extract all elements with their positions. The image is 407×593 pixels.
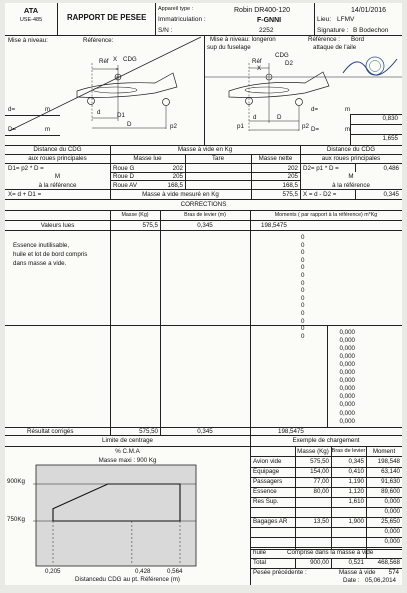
- moment-right-zero-value: 0,000: [339, 345, 355, 353]
- cdg-right-ref: à la référence: [332, 182, 370, 189]
- loading-label-cell: Avion vide: [253, 458, 282, 465]
- right-leveling-title-2: sup du fuselage: [207, 44, 251, 51]
- left-reference-title: Référence:: [83, 37, 114, 44]
- left-big-d-label: D: [127, 121, 132, 128]
- cdg-right-subtitle: aux roues principales: [321, 155, 381, 162]
- place-value: LFMV: [337, 16, 355, 23]
- measured-mass-label: Masse à vide mesuré en Kg: [142, 191, 219, 198]
- cdg-right-formula-value: 0,486: [383, 165, 399, 172]
- previous-mass-value: 574: [388, 569, 399, 576]
- serial-label: S/N :: [158, 27, 173, 34]
- moment-zero-value: 0: [301, 325, 305, 333]
- empty-mass-title: Masse à vide en Kg: [177, 146, 233, 153]
- values-read-moment: 198,5475: [261, 222, 287, 229]
- loading-arm-cell: 0,345: [348, 458, 364, 465]
- right-big-d-unit: m: [345, 126, 351, 133]
- loading-moment-cell: 89,600: [381, 488, 400, 495]
- correction-note-1: Essence inutilisable,: [13, 242, 70, 249]
- right-ref-label: Réf: [252, 58, 262, 65]
- loading-label-cell: Equipage: [253, 468, 280, 475]
- cdg-left-title: Distance du CDG: [33, 146, 82, 153]
- cdg-left-ref: à la référence: [38, 182, 77, 189]
- limits-x-caption: Distancedu CDG au pt. Référence (m): [75, 576, 180, 583]
- loading-total-arm: 0,521: [348, 559, 364, 566]
- loading-arm-cell: 0,410: [348, 468, 364, 475]
- org-code: USE-485: [19, 17, 43, 23]
- correction-note-3: dans masse a vide.: [13, 260, 67, 267]
- cdg-right-x-value: 0,345: [383, 191, 399, 198]
- right-reference-value-2: attaque de l'aile: [313, 44, 357, 51]
- left-big-d-unit: m: [45, 126, 51, 133]
- loading-oil-note: Comprise dans la masse à vide: [287, 549, 374, 556]
- previous-date-label: Date :: [343, 577, 360, 584]
- moment-zero-value: 0: [301, 332, 305, 340]
- moment-right-zero-value: 0,000: [339, 393, 355, 401]
- left-d1-label: D1: [117, 112, 125, 119]
- loading-mass-cell: 575,50: [310, 458, 329, 465]
- loading-label-cell: Passagers: [253, 478, 283, 485]
- report-date: 14/01/2016: [351, 7, 387, 14]
- moment-right-zero-value: 0,000: [339, 353, 355, 361]
- cdg-left-formula: D1= p2 * D =: [8, 165, 44, 172]
- corr-col-arm: Bras de levier (m): [184, 212, 226, 218]
- cdg-left-subtitle: aux roues principales: [28, 155, 87, 162]
- left-p2-label: p2: [170, 123, 177, 130]
- moment-right-zero-value: 0,000: [339, 401, 355, 409]
- moment-right-zero-value: 0,000: [339, 369, 355, 377]
- loading-arm-cell: 1,900: [348, 518, 364, 525]
- moment-zero-value: 0: [301, 264, 305, 272]
- right-reference-title: Référence :: [308, 36, 340, 43]
- moment-right-zero-value: 0,000: [339, 329, 355, 336]
- measured-mass-value: 575,5: [282, 191, 298, 198]
- loading-moment-cell: 0,000: [384, 508, 400, 515]
- col-net-mass: Masse nette: [258, 155, 293, 162]
- values-read-mass: 575,5: [142, 222, 158, 229]
- loading-moment-cell: 0,000: [384, 498, 400, 505]
- corrected-result-moment: 198,5475: [278, 428, 304, 435]
- moment-zero-value: 0: [301, 249, 305, 257]
- limits-max-mass: Masse maxi : 900 Kg: [98, 457, 157, 464]
- org-name: ATA: [23, 6, 39, 15]
- limits-x-tick-3: 0,564: [167, 568, 183, 575]
- wheel-front-label: Roue AV: [113, 182, 137, 189]
- wheel-left-net: 202: [287, 165, 298, 172]
- loading-col-mass: Masse (Kg): [297, 448, 329, 455]
- moment-right-zero-value: 0,000: [339, 417, 355, 425]
- loading-label-cell: Res Sup.: [253, 498, 279, 505]
- wheel-left-read: 202: [172, 165, 183, 172]
- limits-title: Limite de centrage: [102, 437, 153, 444]
- wheel-right-label: Roue D: [113, 173, 134, 180]
- wheel-front-net: 168,5: [282, 182, 298, 189]
- loading-col-moment: Moment: [372, 448, 396, 455]
- moment-zero-value: 0: [301, 279, 305, 287]
- left-small-d-label: d: [97, 109, 101, 116]
- weighing-report-sheet: [5, 3, 402, 585]
- correction-note-2: huile et lot de bord compris: [13, 251, 88, 258]
- left-leveling-title: Mise à niveau:: [8, 37, 48, 44]
- right-x-label: X: [257, 65, 262, 72]
- corrected-result-label: Résultat corrigés: [27, 428, 74, 435]
- right-d2-label: D2: [285, 60, 293, 67]
- loading-total-moment: 468,568: [377, 559, 400, 566]
- moment-zero-value: 0: [301, 234, 305, 241]
- right-p1-label: p1: [237, 123, 244, 130]
- right-leveling-title: Mise à niveau: longeron: [210, 36, 276, 43]
- left-cdg-label: CDG: [123, 56, 137, 63]
- left-d-eq: d=: [8, 106, 16, 113]
- aircraft-type-value: Robin DR400-120: [234, 7, 291, 14]
- loading-moment-cell: 0,000: [384, 538, 400, 545]
- right-small-d-label: d: [253, 114, 257, 121]
- loading-label-cell: Bagages AR: [253, 518, 288, 525]
- loading-moment-cell: 63,140: [381, 468, 400, 475]
- right-big-d-label: D: [277, 114, 282, 121]
- cdg-left-m: M: [54, 173, 61, 180]
- wheel-front-read: 168,5: [167, 182, 183, 189]
- moment-zero-value: 0: [301, 256, 305, 264]
- moment-zero-value: 0: [301, 302, 305, 310]
- loading-total-label: Total: [253, 559, 267, 566]
- previous-date-value: 05,06,2014: [365, 577, 396, 584]
- moment-right-zero-value: 0,000: [339, 337, 355, 345]
- corr-col-moment: Moments ( par rapport à la référence) m*Kg: [274, 212, 378, 218]
- corr-col-mass: Masse (Kg): [121, 212, 149, 218]
- left-x-label: X: [113, 56, 118, 63]
- serial-value: 2252: [259, 27, 274, 34]
- registration-value: F-GNNI: [257, 17, 282, 24]
- moment-zero-value: 0: [301, 272, 305, 279]
- moment-right-zero-value: 0,000: [339, 377, 355, 385]
- right-d-value: 0,830: [382, 115, 398, 122]
- loading-mass-cell: 13,50: [313, 518, 329, 525]
- moment-right-zero-value: 0,000: [339, 361, 355, 369]
- moment-zero-value: 0: [301, 287, 305, 295]
- loading-moment-cell: 198,548: [377, 458, 400, 465]
- wheel-left-label: Roue G: [113, 165, 135, 172]
- moment-zero-value: 0: [301, 294, 305, 302]
- cdg-right-m: M: [348, 173, 354, 180]
- cdg-left-x: X= d + D1 =: [8, 191, 42, 198]
- right-cdg-label: CDG: [275, 52, 289, 59]
- right-d-unit: m: [345, 106, 351, 113]
- signature-label: Signature :: [317, 27, 349, 34]
- moment-zero-value: 0: [301, 317, 305, 325]
- col-tare: Tare: [211, 155, 225, 162]
- moment-zero-value: 0: [301, 241, 305, 249]
- wheel-right-read: 205: [172, 173, 183, 180]
- values-read-label: Valeurs lues: [40, 222, 75, 229]
- cdg-right-x: X = d - D2 =: [303, 191, 337, 198]
- right-big-d-eq: D=: [311, 126, 320, 133]
- loading-mass-cell: 80,00: [313, 488, 329, 495]
- moment-right-zero-value: 0,000: [339, 409, 355, 417]
- limits-y-bottom: 750Kg: [7, 516, 25, 523]
- cdg-right-title: Distance du CDG: [326, 146, 376, 153]
- place-label: Lieu:: [317, 16, 332, 23]
- limits-x-tick-2: 0,428: [135, 568, 151, 575]
- corrections-title: CORRECTIONS: [180, 201, 227, 208]
- loading-arm-cell: 1,120: [348, 488, 364, 495]
- right-big-d-value: 1,655: [382, 135, 398, 142]
- moment-right-zero-value: 0,000: [339, 385, 355, 393]
- limits-cma: % C.M.A: [115, 448, 140, 455]
- previous-weighing-label: Pesée précédente :: [253, 569, 307, 576]
- right-reference-value: Bord: [351, 36, 365, 43]
- loading-col-arm: Bras de levier: [331, 448, 366, 454]
- registration-label: Immatriculation :: [158, 16, 206, 23]
- loading-moment-cell: 0,000: [384, 528, 400, 535]
- signature-value: B Bodechon: [353, 27, 389, 34]
- loading-arm-cell: 1,190: [348, 478, 364, 485]
- loading-title: Exemple de chargement: [292, 437, 360, 444]
- moment-zero-value: 0: [301, 310, 305, 317]
- values-read-arm: 0,345: [197, 222, 213, 229]
- page-title: RAPPORT DE PESEE: [67, 13, 147, 22]
- loading-moment-cell: 25,650: [381, 518, 400, 525]
- loading-total-mass: 900,00: [310, 559, 329, 566]
- col-mass-read: Masse lue: [133, 155, 162, 162]
- limits-x-tick-1: 0,205: [45, 568, 61, 575]
- loading-label-cell: Essence: [253, 488, 277, 495]
- left-d-unit: m: [45, 106, 51, 113]
- left-ref-label: Réf: [99, 58, 109, 65]
- right-d-eq: d=: [311, 106, 319, 113]
- cdg-right-formula: D2= p1 * D =: [303, 165, 339, 172]
- loading-arm-cell: 1,610: [348, 498, 364, 505]
- loading-moment-cell: 91,630: [381, 478, 400, 485]
- right-p2-label: p2: [302, 123, 309, 130]
- limits-chart-frame: [36, 465, 196, 566]
- left-big-d-eq: D=: [8, 126, 17, 133]
- loading-mass-cell: 77,00: [313, 478, 329, 485]
- corrected-result-mass: 575,50: [139, 428, 158, 435]
- aircraft-type-label: Appareil type :: [158, 6, 194, 12]
- loading-mass-cell: 154,00: [310, 468, 329, 475]
- previous-mass-label: Masse à vide: [339, 569, 376, 576]
- loading-oil-label: huile: [253, 549, 267, 556]
- corrected-result-arm: 0,345: [197, 428, 213, 435]
- limits-y-top: 900Kg: [7, 478, 25, 485]
- wheel-right-net: 205: [287, 173, 298, 180]
